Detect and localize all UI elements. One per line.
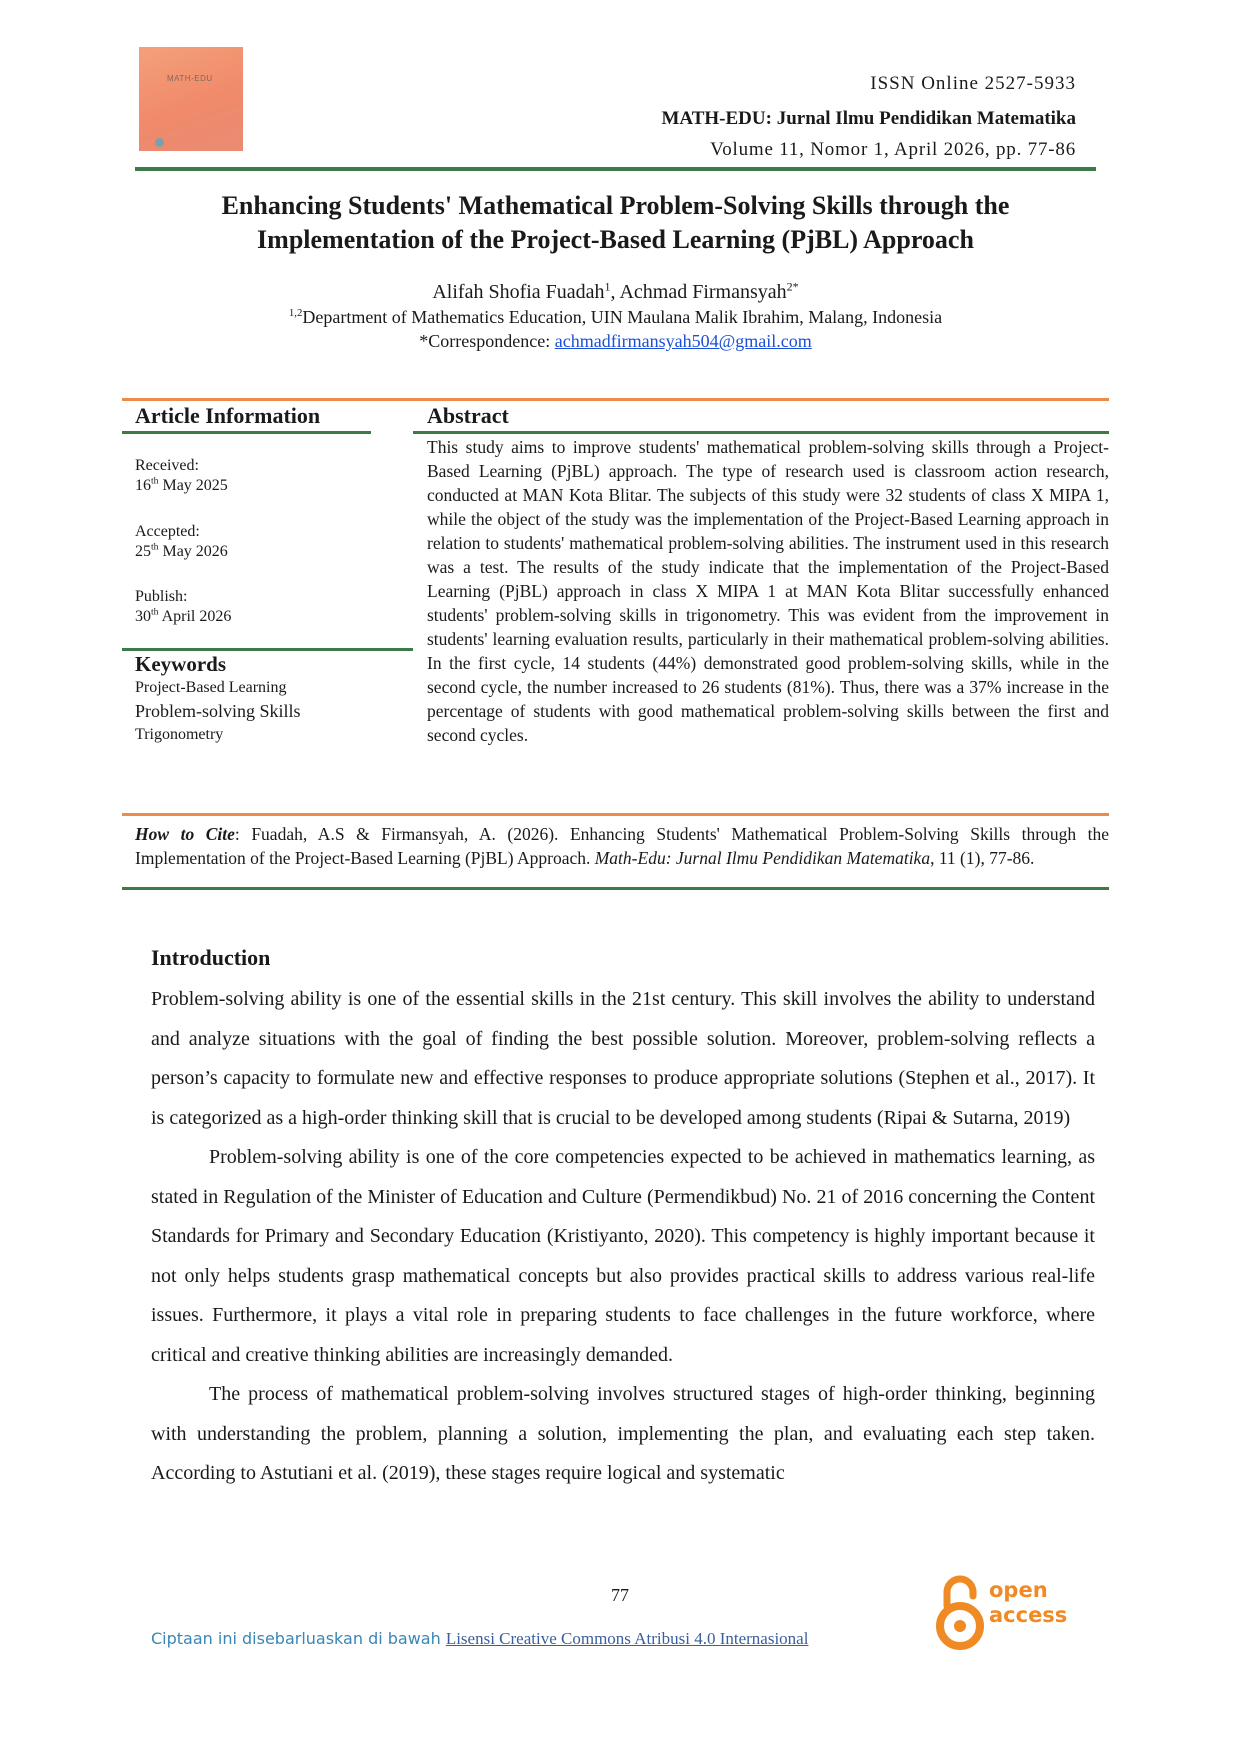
publish-rest: April 2026 (158, 608, 232, 625)
publish-label: Publish: (135, 588, 188, 605)
author-1-sup: 1 (604, 279, 611, 294)
abstract-heading: Abstract (427, 403, 509, 428)
email-link[interactable]: achmadfirmansyah504@gmail.com (554, 331, 812, 351)
keyword-item: Project-Based Learning (135, 679, 287, 696)
paragraph-2: Problem-solving ability is one of the core competencies expected to be achieved in mathematics learning, as stated in Regulation of the Minister of Education and Culture (Permendikbud) No. 21 of 2016 concerning the Content Standards for Primary and Secondary Education (Kristiyanto, 2020). This competency is highly important because it not only helps students grasp mathematical concepts but also provides practical skills to address various real-life issues. Furthermore, it plays a vital role in preparing students to face challenges in the future workforce, where critical and creative thinking abilities are increasingly demanded. (151, 1146, 1095, 1366)
correspondence-label: *Correspondence: (419, 331, 555, 351)
keyword-item: Trigonometry (135, 726, 224, 743)
open-access-text (989, 1578, 1067, 1628)
author-separator: , (610, 281, 620, 303)
logo-dot (155, 138, 164, 147)
received-date (135, 476, 228, 496)
cite-colon: : (234, 824, 252, 844)
affiliation-sup: 1,2 (288, 307, 303, 319)
page-number: 77 (611, 1585, 629, 1605)
cite-bottom-rule (122, 887, 1109, 890)
received-label: Received: (135, 457, 199, 474)
cite-label: How to Cite (135, 824, 235, 844)
info-top-rule (122, 398, 1109, 401)
paragraph-3: The process of mathematical problem-solving involves structured stages of high-order thinking, beginning with understanding the problem, planning a solution, implementing the plan, and evaluating each step taken. According to Astutiani et al. (2019), these stages require logical and systematic (151, 1383, 1095, 1484)
license-footer (151, 1629, 808, 1649)
publish-suffix: th (151, 606, 159, 618)
received-suffix: th (151, 475, 159, 487)
paper-title (135, 189, 1096, 257)
title-line-2: Implementation of the Project-Based Learning (PjBL) Approach (257, 225, 974, 254)
accepted-day: 25 (135, 543, 151, 560)
open-access-line-2: access (989, 1603, 1068, 1627)
author-1: Alifah Shofia Fuadah (432, 281, 605, 303)
publish-day: 30 (135, 608, 151, 625)
header-rule (135, 167, 1096, 171)
publish-block (135, 587, 231, 627)
how-to-cite (135, 822, 1109, 870)
authors (135, 281, 1096, 304)
accepted-block (135, 522, 228, 562)
abstract-rule (413, 431, 1109, 434)
introduction-body (151, 980, 1095, 1494)
open-access-line-1: open (989, 1578, 1048, 1602)
author-2-sup: 2* (786, 279, 799, 294)
license-text: Ciptaan ini disebarluaskan di bawah (151, 1629, 446, 1648)
journal-name: MATH-EDU: Jurnal Ilmu Pendidikan Matematika (661, 108, 1076, 129)
cite-top-rule (122, 813, 1109, 816)
article-info-rule (122, 431, 371, 434)
paragraph-1: Problem-solving ability is one of the essential skills in the 21st century. This skill involves the ability to understand and analyze situations with the goal of finding the best possible solution. Moreover, problem-solving reflects a person’s capacity to formulate new and effective responses to produce appropriate solutions (Stephen et al., 2017). It is categorized as a high-order thinking skill that is crucial to be developed among students (Ripai & Sutarna, 2019) (151, 988, 1095, 1129)
affiliation (135, 307, 1096, 328)
accepted-rest: May 2026 (158, 543, 228, 560)
article-info-heading: Article Information (135, 403, 321, 428)
affiliation-text: Department of Mathematics Education, UIN Maulana Malik Ibrahim, Malang, Indonesia (302, 307, 943, 327)
logo-text: MATH-EDU (167, 74, 213, 83)
license-link[interactable]: Lisensi Creative Commons Atribusi 4.0 Internasional (445, 1629, 809, 1648)
keywords-rule (122, 648, 413, 651)
accepted-label: Accepted: (135, 523, 200, 540)
journal-logo (139, 47, 243, 151)
correspondence (135, 331, 1096, 352)
received-rest: May 2025 (158, 477, 228, 494)
introduction-heading: Introduction (151, 945, 271, 970)
author-2: Achmad Firmansyah (619, 281, 787, 303)
keywords-heading: Keywords (135, 652, 226, 676)
received-day: 16 (135, 477, 151, 494)
open-access-logo (935, 1572, 1075, 1652)
received-block (135, 456, 228, 496)
cite-journal: Math-Edu: Jurnal Ilmu Pendidikan Matematika (594, 848, 931, 868)
keyword-item: Problem-solving Skills (135, 701, 301, 721)
cite-text-2: , 11 (1), 77-86. (930, 848, 1035, 868)
cite-text-1: Fuadah, A.S & Firmansyah, A. (2026). Enhancing Students' Mathematical Problem-Solving Skills through the Implementation of the Project-Based Learning (PjBL) Approach. (135, 824, 1109, 868)
open-access-icon (935, 1572, 985, 1652)
accepted-date (135, 542, 228, 562)
accepted-suffix: th (151, 541, 159, 553)
title-line-1: Enhancing Students' Mathematical Problem-Solving Skills through the (221, 191, 1010, 220)
volume-info: Volume 11, Nomor 1, April 2026, pp. 77-86 (710, 139, 1076, 160)
abstract-text: This study aims to improve students' mathematical problem-solving skills through a Project-Based Learning (PjBL) approach. The type of research used is classroom action research, conducted at MAN Kota Blitar. The subjects of this study were 32 students of class X MIPA 1, while the object of the study was the implementation of the Project-Based Learning approach in relation to students' mathematical problem-solving abilities. The instrument used in this research was a test. The results of the study indicate that the implementation of the Project-Based Learning (PjBL) approach in class X MIPA 1 at MAN Kota Blitar successfully enhanced students' problem-solving skills in trigonometry. This was evident from the improvement in students' learning evaluation results, particularly in their mathematical problem-solving abilities. In the first cycle, 14 students (44%) demonstrated good problem-solving skills, while in the second cycle, the number increased to 26 students (81%). Thus, there was a 37% increase in the percentage of students with good mathematical problem-solving skills between the first and second cycles. (427, 437, 1109, 745)
publish-date (135, 607, 231, 627)
issn: ISSN Online 2527-5933 (870, 73, 1076, 94)
